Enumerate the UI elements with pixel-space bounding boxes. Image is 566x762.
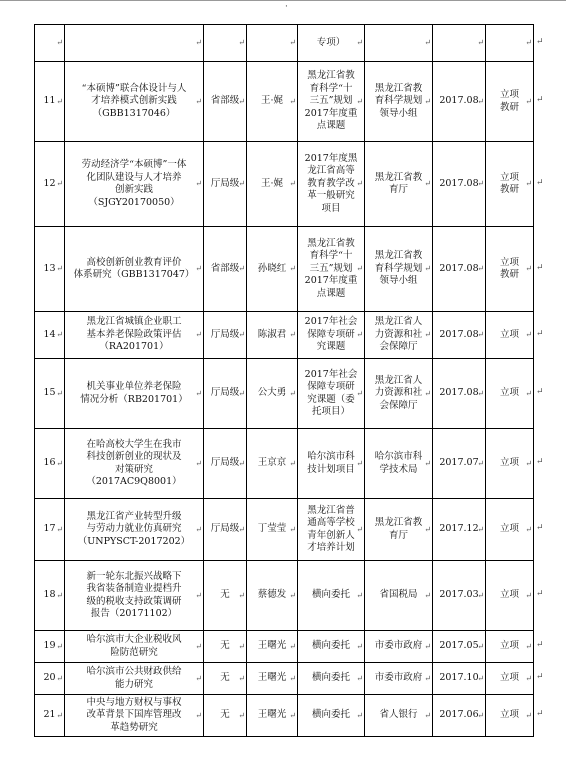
project-source-cell-line: 哈尔滨市科 (307, 451, 355, 462)
approval-date-cell: 2017.03 ↵ (433, 561, 486, 631)
row-number-cell: 19 ↵ (35, 631, 65, 663)
project-title-cell-line: 基本养老保险政策评估 (86, 328, 182, 340)
project-source-cell (298, 695, 365, 737)
project-title-cell-line: 体系研究（GBB1317047） (73, 269, 195, 280)
row-number-cell: 14 ↵ (35, 312, 65, 359)
project-status-cell (486, 62, 534, 142)
project-title-cell-line: 哈尔滨市公共财政供给 (86, 666, 182, 677)
project-source-cell-line: 2017年社会 (304, 368, 358, 380)
project-level-cell: 省部级 ↵ (204, 227, 247, 312)
project-source-cell (298, 429, 365, 499)
project-title-cell-line: 创新实践 (114, 184, 153, 195)
principal-cell (247, 25, 298, 62)
project-status-cell (486, 561, 534, 631)
approving-authority-cell-line: 黑龙江省教 (374, 250, 423, 262)
table-row (35, 695, 534, 737)
table-row (35, 142, 534, 227)
project-level-cell: 厅局级 ↵ (204, 429, 247, 499)
approving-authority-cell-line: 育厅 (388, 529, 408, 541)
project-source-cell-line: 托项目） (311, 406, 350, 417)
approval-date-cell: 2017.10 ↵ (433, 663, 486, 695)
project-status-cell-line: 立项 (499, 387, 519, 399)
project-title-cell-line: 与劳动力就业仿真研究 (86, 523, 182, 535)
row-number-cell: 20 ↵ (35, 663, 65, 695)
approving-authority-cell-line: 力资源和社 (374, 328, 423, 340)
principal-cell: 王曙光 ↵ (247, 631, 298, 663)
project-source-cell-line: 育科学“十 (309, 250, 353, 262)
project-title-cell (65, 429, 204, 499)
project-source-cell-line: 通高等学校 (307, 517, 355, 528)
approval-date-cell: 2017.08 ↵ (433, 359, 486, 429)
project-title-cell-line: 科技创新创业的现状及 (86, 451, 182, 462)
approval-date-cell: 2017.05 ↵ (433, 631, 486, 663)
project-source-cell-line: 究课题（委 (307, 393, 355, 405)
approving-authority-cell (365, 359, 433, 429)
project-source-cell-line: 黑龙江省教 (307, 237, 355, 249)
project-status-cell (486, 359, 534, 429)
project-title-cell (65, 227, 204, 312)
project-status-cell (486, 25, 534, 62)
project-source-cell (298, 227, 365, 312)
row-end-mark: ↵ (536, 589, 544, 599)
row-end-mark: ↵ (536, 640, 544, 650)
approving-authority-cell (365, 227, 433, 312)
project-title-cell-line: 化团队建设与人才培养 (86, 171, 182, 183)
project-source-cell-line: 究课题 (316, 341, 346, 353)
approving-authority-cell (365, 695, 433, 737)
principal-cell: 王京京 ↵ (247, 429, 298, 499)
row-end-mark: ↵ (536, 523, 544, 533)
row-number-cell: 21 ↵ (35, 695, 65, 737)
project-status-cell (486, 631, 534, 663)
project-source-cell (298, 312, 365, 359)
project-title-cell-line: 机关事业单位养老保险 (86, 381, 182, 392)
approving-authority-cell-line: 力资源和社 (374, 387, 423, 399)
approving-authority-cell-line: 育科学规划 (374, 95, 423, 107)
row-number-cell (35, 25, 65, 62)
project-status-cell (486, 695, 534, 737)
project-status-cell (486, 663, 534, 695)
project-level-cell: 无 ↵ (204, 663, 247, 695)
approving-authority-cell-line: 黑龙江省教 (374, 82, 423, 94)
row-number-cell: 13 ↵ (35, 227, 65, 312)
project-title-cell-line: 在哈高校大学生在我市 (86, 438, 182, 450)
project-level-cell: 厅局级 ↵ (204, 312, 247, 359)
project-source-cell (298, 25, 365, 62)
project-source-cell (298, 62, 365, 142)
project-title-cell-line: 高校创新创业教育评价 (86, 256, 182, 268)
row-number-cell: 11 ↵ (35, 62, 65, 142)
principal-cell: 陈淑君 ↵ (247, 312, 298, 359)
principal-cell: 王曙光 ↵ (247, 663, 298, 695)
project-status-cell-line: 教研 (499, 101, 519, 113)
project-source-cell-line: 横向委托 (311, 709, 350, 721)
approving-authority-cell (365, 62, 433, 142)
project-title-cell-line: 中央与地方财权与事权 (86, 696, 182, 708)
table-row (35, 631, 534, 663)
project-source-cell-line: 三五”规划 (309, 262, 353, 274)
principal-cell: 王·娓 ↵ (247, 142, 298, 227)
approving-authority-cell (365, 663, 433, 695)
project-title-cell-line: 改革背景下国库管理改 (86, 709, 182, 721)
project-level-cell: 无 ↵ (204, 631, 247, 663)
project-status-cell-line: 立项 (499, 89, 519, 100)
project-status-cell-line: 立项 (499, 589, 519, 601)
project-status-cell-line: 立项 (499, 672, 519, 684)
principal-cell: 王曙光 ↵ (247, 695, 298, 737)
project-source-cell-line: 育科学“十 (309, 82, 353, 94)
approving-authority-cell-line: 省人银行 (379, 709, 418, 721)
project-title-cell (65, 561, 204, 631)
table-row (35, 499, 534, 561)
project-source-cell-line: 2017年度黑 (304, 152, 358, 164)
project-source-cell (298, 499, 365, 561)
project-status-cell-line: 立项 (499, 171, 519, 183)
table-row (35, 429, 534, 499)
table-row (35, 25, 534, 62)
project-status-cell-line: 教研 (499, 269, 519, 280)
project-title-cell (65, 359, 204, 429)
project-title-cell-line: 情况分析（RB201701） (80, 393, 188, 405)
principal-cell: 公大勇 ↵ (247, 359, 298, 429)
project-title-cell-line: “本硕博”联合体设计与人 (81, 82, 187, 94)
row-number-cell: 18 ↵ (35, 561, 65, 631)
row-end-mark: ↵ (536, 36, 544, 47)
project-source-cell-line: 2017年社会 (304, 316, 358, 328)
approving-authority-cell-line: 黑龙江省教 (374, 171, 423, 183)
project-title-cell-line: 哈尔滨市大企业税收风 (86, 634, 182, 645)
project-status-cell-line: 立项 (499, 523, 519, 535)
principal-cell: 王·娓 ↵ (247, 62, 298, 142)
project-source-cell (298, 561, 365, 631)
table-row (35, 663, 534, 695)
project-source-cell-line: 技计划项目 (307, 463, 355, 475)
project-source-cell-line: 才培养计划 (307, 542, 355, 553)
project-level-cell: 无 ↵ (204, 695, 247, 737)
project-status-cell (486, 312, 534, 359)
principal-cell: 丁莹莹 ↵ (247, 499, 298, 561)
table-row (35, 312, 534, 359)
project-title-cell-line: 劳动经济学“本硕博”一体 (81, 159, 187, 170)
row-end-mark: ↵ (536, 387, 544, 397)
project-status-cell (486, 227, 534, 312)
approving-authority-cell (365, 25, 433, 62)
approval-date-cell: 2017.08 ↵ (433, 62, 486, 142)
project-status-cell-line: 立项 (499, 640, 519, 652)
row-end-mark: ↵ (536, 177, 544, 188)
approving-authority-cell-line: 会保障厅 (379, 399, 418, 411)
project-status-cell (486, 429, 534, 499)
project-status-cell (486, 499, 534, 561)
project-title-cell (65, 499, 204, 561)
project-title-cell-line: 报告（20171102） (90, 608, 178, 619)
row-end-mark: ↵ (536, 95, 544, 105)
approval-date-cell: 2017.08 ↵ (433, 142, 486, 227)
project-level-cell: 省部级 ↵ (204, 62, 247, 142)
row-end-mark: ↵ (536, 457, 544, 467)
project-source-cell-line: 横向委托 (311, 589, 350, 601)
approving-authority-cell (365, 499, 433, 561)
project-status-cell-line: 教研 (499, 184, 519, 195)
approval-date-cell: 2017.06 ↵ (433, 695, 486, 737)
approval-date-cell: 2017.07 ↵ (433, 429, 486, 499)
principal-cell: 孙晓红 ↵ (247, 227, 298, 312)
project-source-cell-line: 点课题 (316, 287, 346, 299)
approving-authority-cell-line: 省国税局 (379, 589, 418, 601)
approving-authority-cell-line: 黑龙江省人 (374, 374, 423, 386)
project-title-cell (65, 631, 204, 663)
row-end-mark: ↵ (536, 672, 544, 682)
project-source-cell-line: 2017年度重 (304, 107, 358, 119)
row-number-cell: 15 ↵ (35, 359, 65, 429)
approving-authority-cell (365, 142, 433, 227)
approving-authority-cell-line: 会保障厅 (379, 341, 418, 353)
approving-authority-cell (365, 429, 433, 499)
project-title-cell (65, 25, 204, 62)
project-source-cell (298, 631, 365, 663)
project-title-cell (65, 663, 204, 695)
project-title-cell-line: 才培养模式创新实践 (91, 95, 177, 107)
approving-authority-cell-line: 市委市政府 (374, 672, 423, 684)
approving-authority-cell (365, 312, 433, 359)
project-source-cell-line: 黑龙江省普 (307, 504, 355, 516)
project-title-cell (65, 62, 204, 142)
project-status-cell-line: 立项 (499, 709, 519, 721)
approving-authority-cell (365, 561, 433, 631)
project-title-cell-line: （2017AC9Q8001） (86, 476, 182, 487)
project-source-cell-line: 2017年度重 (304, 275, 358, 287)
project-title-cell-line: 革趋势研究 (110, 721, 158, 733)
project-level-cell: 厅局级 ↵ (204, 142, 247, 227)
project-source-cell (298, 142, 365, 227)
project-status-cell (486, 142, 534, 227)
project-title-cell (65, 312, 204, 359)
approval-date-cell: 2017.08 ↵ (433, 312, 486, 359)
project-title-cell-line: 黑龙江省产业转型升级 (86, 510, 182, 522)
project-source-cell-line: 革一般研究 (307, 190, 355, 202)
row-number-cell: 12 ↵ (35, 142, 65, 227)
project-title-cell-line: （RA201701） (99, 341, 169, 353)
row-end-mark: ↵ (536, 328, 544, 339)
row-number-cell: 17 ↵ (35, 499, 65, 561)
project-level-cell: 无 ↵ (204, 561, 247, 631)
approval-date-cell: 2017.08 ↵ (433, 227, 486, 312)
project-source-cell (298, 359, 365, 429)
project-title-cell-line: 对策研究 (114, 463, 153, 475)
project-source-cell (298, 663, 365, 695)
approving-authority-cell-line: 领导小组 (379, 107, 418, 119)
project-level-cell: 厅局级 ↵ (204, 499, 247, 561)
row-end-mark: ↵ (536, 709, 544, 719)
project-title-cell-line: 我省装备制造业提档升 (86, 583, 182, 594)
project-source-cell-line: 龙江省高等 (307, 165, 355, 177)
project-status-cell-line: 立项 (499, 457, 519, 469)
project-source-cell-line: 横向委托 (311, 640, 350, 652)
project-title-cell-line: 能力研究 (114, 678, 153, 690)
row-end-mark: ↵ (536, 262, 544, 273)
approval-date-cell: 2017.12 ↵ (433, 499, 486, 561)
project-level-cell: 厅局级 ↵ (204, 359, 247, 429)
table-row (35, 561, 534, 631)
approving-authority-cell-line: 黑龙江省人 (374, 316, 423, 328)
project-source-cell-line: 专项） (316, 36, 346, 48)
approving-authority-cell-line: 学技术局 (379, 463, 418, 475)
approving-authority-cell-line: 育科学规划 (374, 262, 423, 274)
table-row (35, 62, 534, 142)
project-title-cell-line: 险防范研究 (110, 646, 158, 658)
project-source-cell-line: 青年创新人 (307, 529, 355, 541)
approving-authority-cell-line: 哈尔滨市科 (374, 451, 423, 462)
project-status-cell-line: 立项 (499, 256, 519, 268)
approving-authority-cell-line: 黑龙江省教 (374, 517, 423, 528)
project-title-cell-line: 黑龙江省城镇企业职工 (86, 316, 182, 328)
project-title-cell-line: 级的税收支持政策调研 (86, 595, 182, 607)
project-status-cell-line: 立项 (499, 328, 519, 340)
project-title-cell-line: （UNPYSCT-2017202） (77, 535, 191, 547)
approving-authority-cell-line: 领导小组 (379, 275, 418, 287)
project-level-cell (204, 25, 247, 62)
project-source-cell-line: 点课题 (316, 120, 346, 132)
project-table (34, 24, 534, 737)
principal-cell: 蔡德发 ↵ (247, 561, 298, 631)
project-source-cell-line: 教育教学改 (307, 177, 355, 189)
project-title-cell (65, 695, 204, 737)
project-source-cell-line: 黑龙江省教 (307, 70, 355, 82)
project-source-cell-line: 横向委托 (311, 672, 350, 684)
approving-authority-cell-line: 市委市政府 (374, 640, 423, 652)
approving-authority-cell-line: 育厅 (388, 184, 408, 195)
table-row (35, 359, 534, 429)
project-source-cell-line: 项目 (321, 202, 341, 214)
project-title-cell-line: （GBB1317046） (92, 107, 176, 119)
project-source-cell-line: 保障专项研 (307, 328, 355, 340)
page-top-mark: · (285, 2, 288, 12)
project-title-cell-line: 新一轮东北振兴战略下 (86, 570, 182, 582)
project-title-cell-line: （SJGY20170050） (88, 196, 180, 208)
row-number-cell: 16 ↵ (35, 429, 65, 499)
project-source-cell-line: 三五”规划 (309, 95, 353, 107)
page-top-border (0, 0, 566, 1)
table-row (35, 227, 534, 312)
project-table-body (35, 25, 534, 737)
project-title-cell (65, 142, 204, 227)
project-source-cell-line: 保障专项研 (307, 381, 355, 392)
approval-date-cell (433, 25, 486, 62)
approving-authority-cell (365, 631, 433, 663)
